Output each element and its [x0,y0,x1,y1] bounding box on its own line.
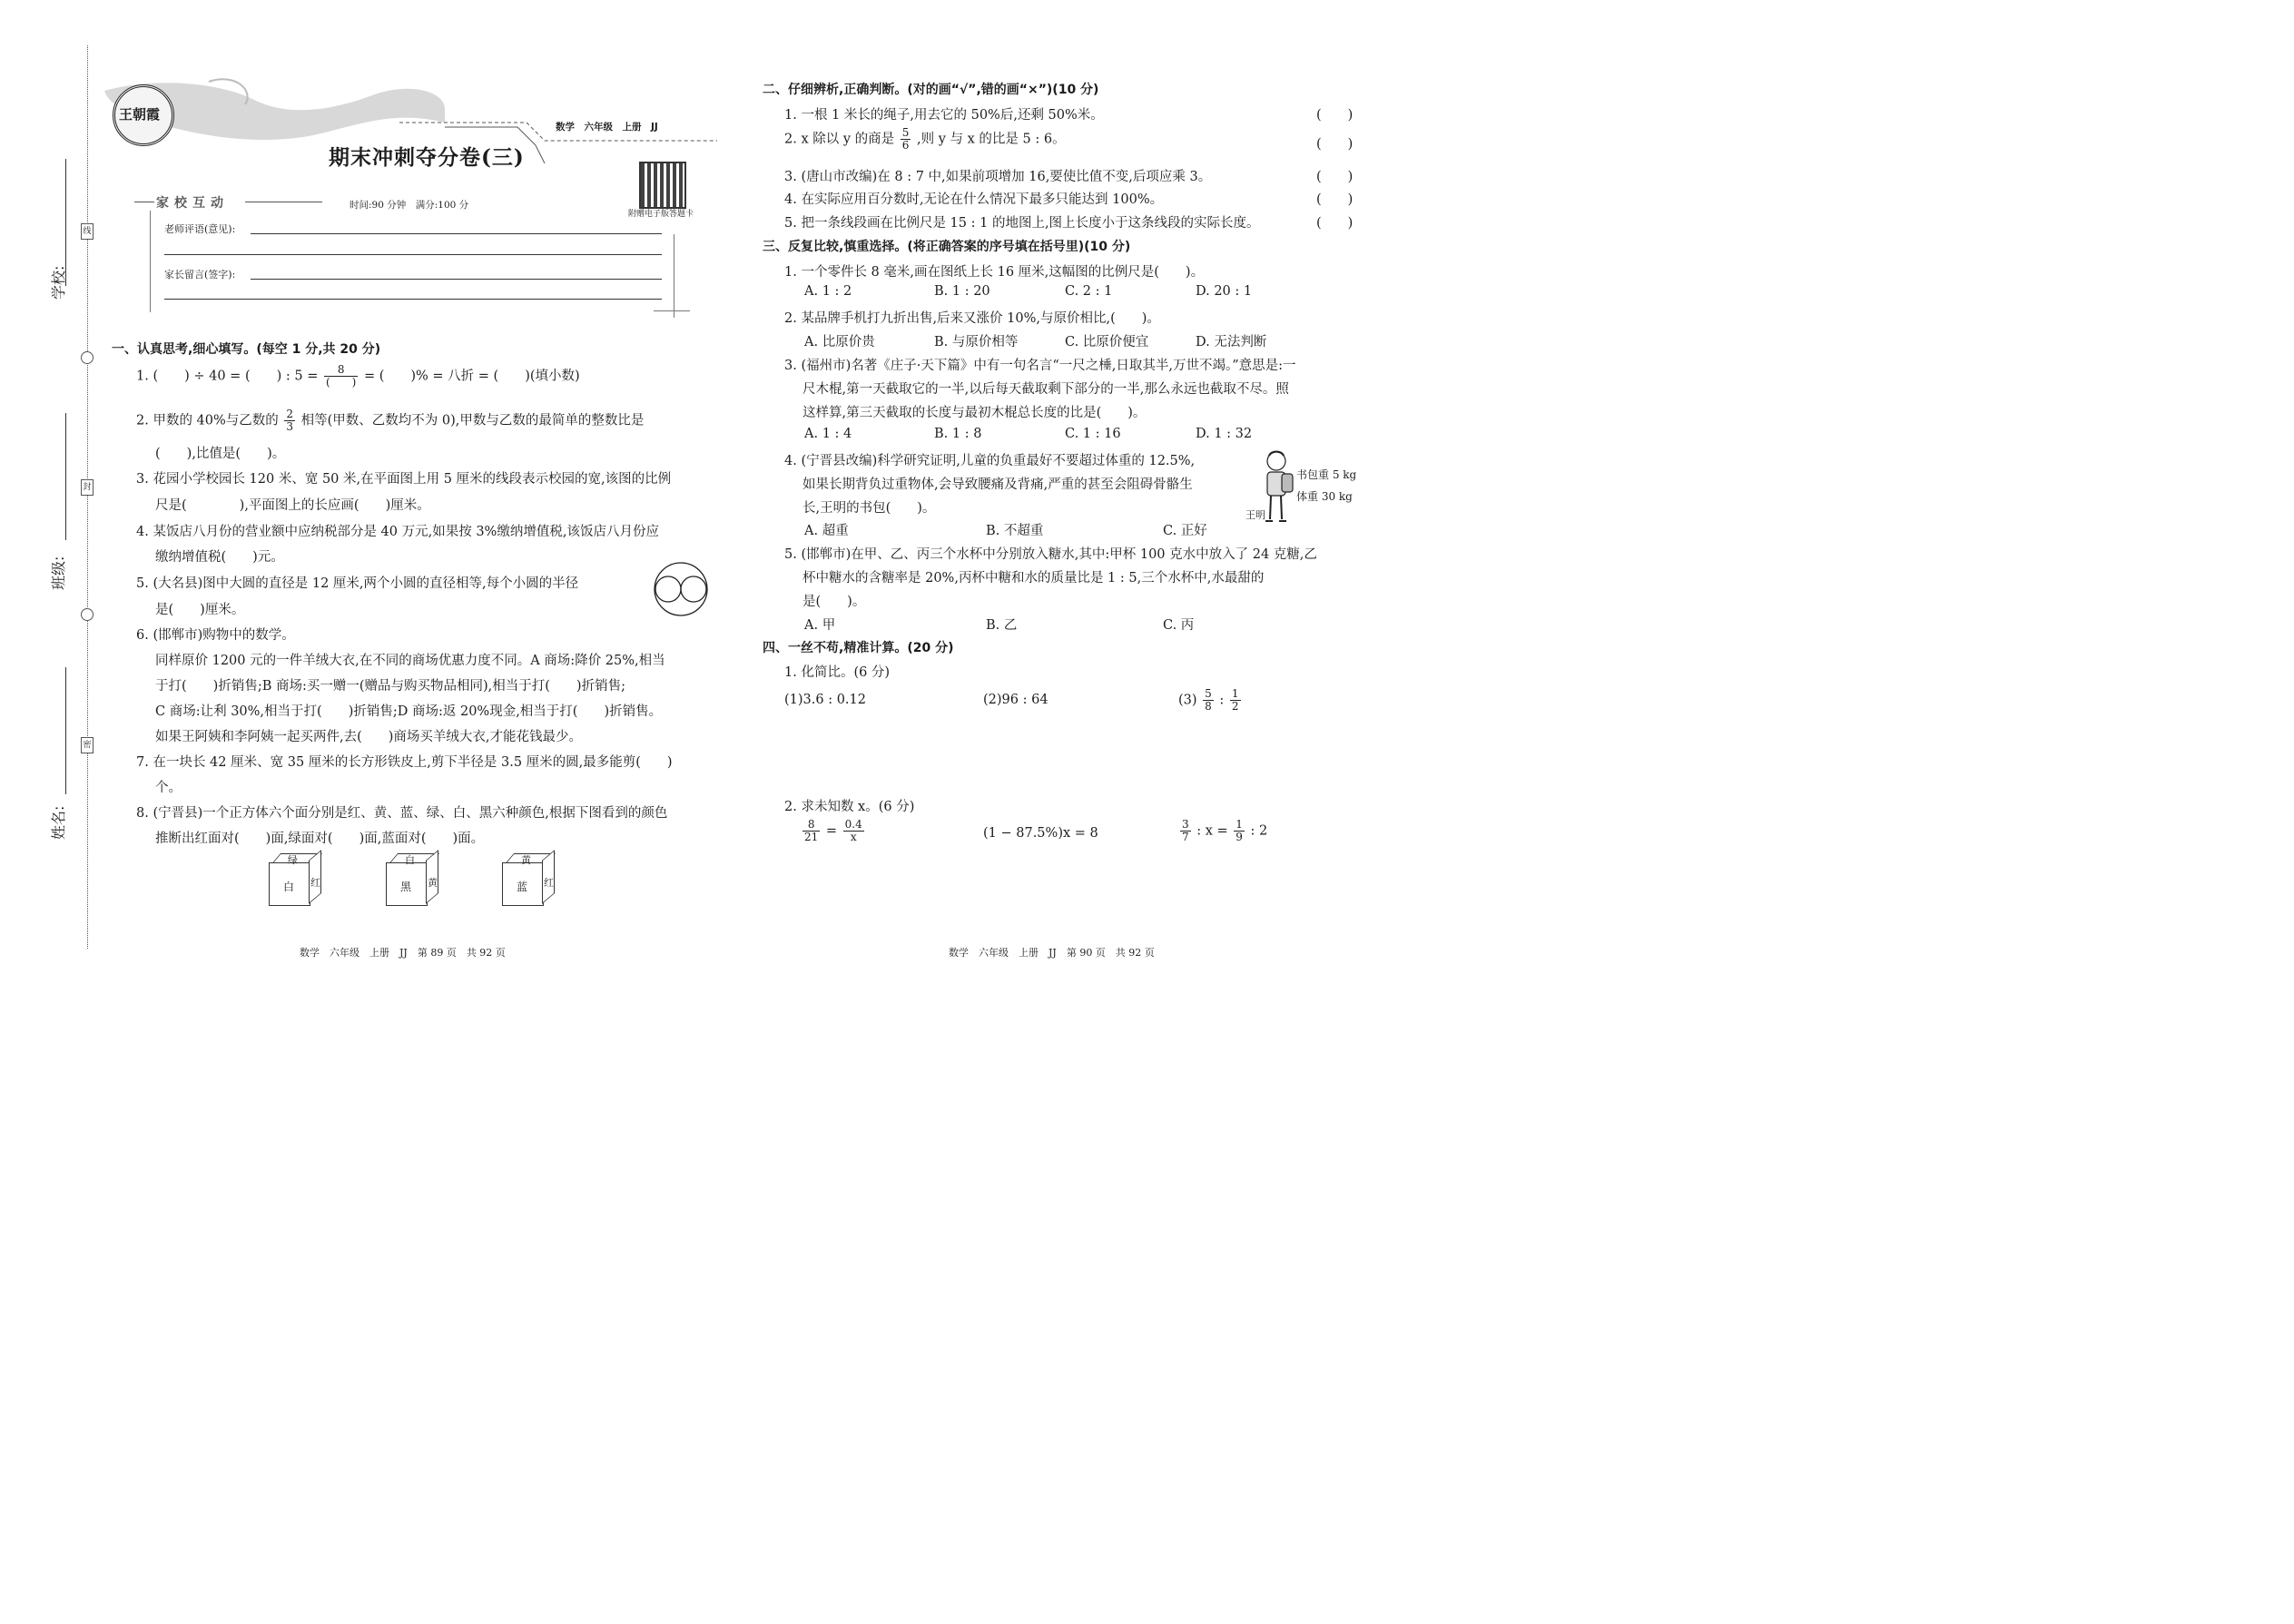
s4-eq1-right-num: 0.4 [844,818,862,831]
section1-title: 一、认真思考,细心填写。(每空 1 分,共 20 分) [112,342,381,357]
s3-q5-line3: 是( )。 [802,595,866,609]
s1-q1-denominator[interactable]: ( ) [325,376,357,389]
backpack-weight-label: 书包重 5 kg [1296,468,1357,481]
s2-q2 [784,127,1066,152]
s3-q4-option-a[interactable]: A. 超重 [804,524,849,538]
comment-frame-bottom [654,310,690,311]
s3-q1-option-b[interactable]: B. 1 : 20 [934,284,990,299]
s4-eq3-mid: : x = [1196,823,1228,839]
small-circle-right [681,576,706,602]
s1-q4-line1: 4. 某饭店八月份的营业额中应纳税部分是 40 万元,如果按 3%缴纳增值税,该饭店八月份应 [136,525,659,539]
cube-2-side-label: 黄 [428,877,438,889]
s3-q4-line2: 如果长期背负过重物体,会导致腰痛及背痛,严重的甚至会阻碍骨骼生 [802,477,1193,492]
seal-mark-2: 封 [81,479,94,496]
cube-2-front-label: 黑 [400,881,412,893]
s3-q3-option-d[interactable]: D. 1 : 32 [1196,427,1253,441]
s2-q1: 1. 一根 1 米长的绳子,用去它的 50%后,还剩 50%米。 [784,108,1104,123]
s4-eq1-equals: = [825,823,838,839]
s1-q6-line4: C 商场:让利 30%,相当于打( )折销售;D 商场:返 20%现金,相当于打( )折销售。 [155,704,663,719]
s4-expr-3-label: (3) [1178,693,1197,708]
class-blank-line[interactable] [65,413,66,540]
s1-q8-line1: 8. (宁晋县)一个正方体六个面分别是红、黄、蓝、绿、白、黑六种颜色,根据下图看到的颜色 [136,806,668,821]
s4-expr-3-num-1: 5 [1205,687,1212,700]
s4-expr-3 [1178,688,1243,713]
s1-q1-fraction [324,364,358,389]
binding-hole-1 [81,351,94,364]
s3-q5-option-a[interactable]: A. 甲 [804,618,836,633]
s4-eq3-frac-1 [1180,819,1191,843]
s4-expr-3-den-1: 8 [1205,700,1212,713]
section2-title: 二、仔细辨析,正确判断。(对的画“√”,错的画“×”)(10 分) [763,83,1099,97]
cube-1-front-label: 白 [283,881,295,893]
s3-q1: 1. 一个零件长 8 毫米,画在图纸上长 16 厘米,这幅图的比例尺是( )。 [784,265,1205,280]
time-score: 时间:90 分钟 满分:100 分 [350,200,469,211]
section4-title: 四、一丝不苟,精准计算。(20 分) [763,641,954,655]
s4-expr-3-frac-2 [1230,688,1241,713]
school-blank-line[interactable] [65,159,66,286]
binding-line [87,45,88,949]
s3-q3-option-c[interactable]: C. 1 : 16 [1065,427,1121,441]
s1-q2-lead: 2. 甲数的 40%与乙数的 [136,413,279,428]
footer-right: 数学 六年级 上册 JJ 第 90 页 共 92 页 [949,947,1155,959]
s1-q1 [136,364,580,389]
s1-q2-numerator: 2 [286,408,294,420]
cube-3-top-label: 黄 [521,854,531,866]
s4-eq1-left-frac [802,819,820,843]
s2-q2-fraction [901,127,911,152]
s1-q2-tail: 相等(甲数、乙数均不为 0),甲数与乙数的最简单的整数比是 [300,413,645,428]
s4-eq3-frac-2 [1234,819,1245,843]
page-title: 期末冲刺夺分卷(三) [329,145,525,170]
s2-q2-numerator: 5 [901,126,910,139]
teacher-comment-label: 老师评语(意见): [164,223,236,235]
s2-q4-answer[interactable]: ( ) [1316,192,1354,207]
s2-q1-answer[interactable]: ( ) [1316,108,1354,123]
parent-comment-label: 家长留言(签字): [164,269,236,281]
s4-eq1-right-frac [843,819,864,843]
s2-q2-tail: ,则 y 与 x 的比是 5 : 6。 [917,132,1066,147]
s3-q5-option-b[interactable]: B. 乙 [986,618,1018,633]
home-school-banner: 家校互动 [156,196,229,211]
s2-q4: 4. 在实际应用百分数时,无论在什么情况下最多只能达到 100%。 [784,192,1164,207]
s3-q5-option-c[interactable]: C. 丙 [1163,618,1195,633]
s3-q5-line1: 5. (邯郸市)在甲、乙、丙三个水杯中分别放入糖水,其中:甲杯 100 克水中放入了 24 克糖,乙 [784,547,1317,562]
section3-title: 三、反复比较,慎重选择。(将正确答案的序号填在括号里)(10 分) [763,240,1131,254]
s4-eq3-den-1: 7 [1182,831,1189,843]
s3-q2-option-b[interactable]: B. 与原价相等 [934,335,1019,349]
s4-equation-1 [801,819,866,843]
cube-3-side-label: 红 [544,877,554,889]
s3-q2-option-d[interactable]: D. 无法判断 [1196,335,1267,349]
s1-q6-line2: 同样原价 1200 元的一件羊绒大衣,在不同的商场优惠力度不同。A 商场:降价 25%,相当 [155,654,665,668]
s1-q1-lead: 1. ( ) ÷ 40 = ( ) : 5 = [136,369,319,384]
s1-q2-denominator: 3 [286,420,294,433]
s1-q6-line3: 于打( )折销售;B 商场:买一赠一(赠品与购买物品相同),相当于打( )折销售; [155,679,625,694]
s1-q3-line1: 3. 花园小学校园长 120 米、宽 50 米,在平面图上用 5 厘米的线段表示校园的宽,该图的比例 [136,472,672,487]
s3-q5-line2: 杯中糖水的含糖率是 20%,丙杯中糖和水的质量比是 1 : 5,三个水杯中,水最甜的 [802,571,1265,586]
s3-q4-line3: 长,王明的书包( )。 [802,501,936,516]
s3-q1-option-d[interactable]: D. 20 : 1 [1196,284,1253,299]
s3-q3-line2: 尺木棍,第一天截取它的一半,以后每天截取剩下部分的一半,那么永远也截取不尽。照 [802,382,1289,397]
s2-q3: 3. (唐山市改编)在 8 : 7 中,如果前项增加 16,要使比值不变,后项应乘 3。 [784,170,1212,184]
s3-q2-option-c[interactable]: C. 比原价便宜 [1065,335,1149,349]
s2-q2-denominator: 6 [901,139,910,152]
seal-mark-3: 密 [81,737,94,753]
s4-eq3-num-2: 1 [1236,818,1243,831]
s4-expr-3-colon: : [1219,693,1225,708]
s2-q2-lead: 2. x 除以 y 的商是 [784,132,895,147]
cube-2 [386,853,440,908]
publisher-logo-text: 王朝霞 [119,106,161,123]
s2-q2-answer[interactable]: ( ) [1316,137,1354,152]
s4-eq3-den-2: 9 [1236,831,1243,843]
cube-3-front-label: 蓝 [517,881,528,893]
s3-q3-line1: 3. (福州市)名著《庄子·天下篇》中有一句名言“一尺之棰,日取其半,万世不竭。”意思是:一 [784,359,1296,373]
comment-frame-left [150,211,151,312]
s4-expr-3-num-2: 1 [1231,687,1239,700]
s3-q2: 2. 某品牌手机打九折出售,后来又涨价 10%,与原价相比,( )。 [784,311,1160,326]
s1-q1-tail: = ( )% = 八折 = ( )(填小数) [363,369,580,384]
s4-eq3-end: : 2 [1250,823,1268,839]
s3-q1-option-c[interactable]: C. 2 : 1 [1065,284,1113,299]
cube-1-top-label: 绿 [288,854,298,866]
s3-q3-option-b[interactable]: B. 1 : 8 [934,427,982,441]
s4-eq1-right-den: x [850,831,857,843]
small-circle-left [655,576,681,602]
s1-q7-line1: 7. 在一块长 42 厘米、宽 35 厘米的长方形铁皮上,剪下半径是 3.5 厘米的圆,最多能剪( ) [136,755,673,770]
parent-comment-line-1[interactable] [251,279,662,280]
teacher-comment-line-2[interactable] [164,254,662,255]
s1-q8-line2: 推断出红面对( )面,绿面对( )面,蓝面对( )面。 [155,832,485,846]
s3-q2-option-a[interactable]: A. 比原价贵 [804,335,875,349]
s3-q1-option-a[interactable]: A. 1 : 2 [804,284,852,299]
cube-1-side-label: 红 [310,877,320,889]
s4-expr-1: (1)3.6 : 0.12 [784,693,866,707]
qr-code[interactable] [639,162,686,209]
s1-q7-line2: 个。 [155,781,182,795]
s3-q4-option-c[interactable]: C. 正好 [1163,524,1207,538]
cube-1 [269,853,323,908]
circles-figure [648,561,714,617]
s4-expr-3-frac-1 [1203,688,1214,713]
s1-q4-line2: 缴纳增值税( )元。 [155,550,284,565]
s4-equation-3 [1178,819,1267,843]
seal-mark-1: 线 [81,223,94,240]
parent-comment-line-2[interactable] [164,299,662,300]
s1-q5-line1: 5. (大名县)图中大圆的直径是 12 厘米,两个小圆的直径相等,每个小圆的半径 [136,576,579,591]
s3-q4-line1: 4. (宁晋县改编)科学研究证明,儿童的负重最好不要超过体重的 12.5%, [784,454,1196,468]
name-blank-line[interactable] [65,667,66,794]
s3-q3-line3: 这样算,第三天截取的长度与最初木棍总长度的比是( )。 [802,406,1147,420]
s4-eq1-left-num: 8 [802,819,820,832]
s4-part2-title: 2. 求未知数 x。(6 分) [784,800,915,814]
s2-q3-answer[interactable]: ( ) [1316,170,1354,184]
s1-q6-line1: 6. (邯郸市)购物中的数学。 [136,628,295,643]
s4-eq3-num-1: 3 [1182,818,1189,831]
s4-equation-2: (1 − 87.5%)x = 8 [983,826,1098,841]
name-label: 姓名: [50,805,67,840]
cube-3 [502,853,556,908]
s1-q2-line2: ( ),比值是( )。 [155,447,286,461]
s3-q4-option-b[interactable]: B. 不超重 [986,524,1044,538]
footer-left: 数学 六年级 上册 JJ 第 89 页 共 92 页 [300,947,506,959]
s3-q3-option-a[interactable]: A. 1 : 4 [804,427,852,441]
class-label: 班级: [50,556,67,590]
qr-caption: 附赠电子版答题卡 [628,210,694,219]
s2-q5: 5. 把一条线段画在比例尺是 15 : 1 的地图上,图上长度小于这条线段的实际长度。 [784,216,1260,231]
s1-q5-line2: 是( )厘米。 [155,603,245,617]
s2-q5-answer[interactable]: ( ) [1316,216,1354,231]
s1-q6-line5: 如果王阿姨和李阿姨一起买两件,去( )商场买羊绒大衣,才能花钱最少。 [155,730,583,744]
s4-part1-title: 1. 化简比。(6 分) [784,665,891,680]
s1-q1-numerator: 8 [324,364,358,377]
s4-eq1-left-den: 21 [804,831,819,843]
cube-2-top-label: 白 [405,854,415,866]
boy-name-label: 王明 [1245,509,1265,521]
teacher-comment-line-1[interactable] [251,233,662,234]
s4-expr-2: (2)96 : 64 [983,693,1049,707]
s1-q3-line2: 尺是( ),平面图上的长应画( )厘米。 [155,498,430,513]
s1-q2-fraction [284,408,295,433]
s1-q2-line1 [136,408,644,433]
s4-expr-3-den-2: 2 [1231,700,1239,713]
series-tag: 数学 六年级 上册 JJ [556,122,658,133]
binding-hole-2 [81,608,94,621]
body-weight-label: 体重 30 kg [1296,490,1353,503]
school-label: 学校: [50,265,67,300]
